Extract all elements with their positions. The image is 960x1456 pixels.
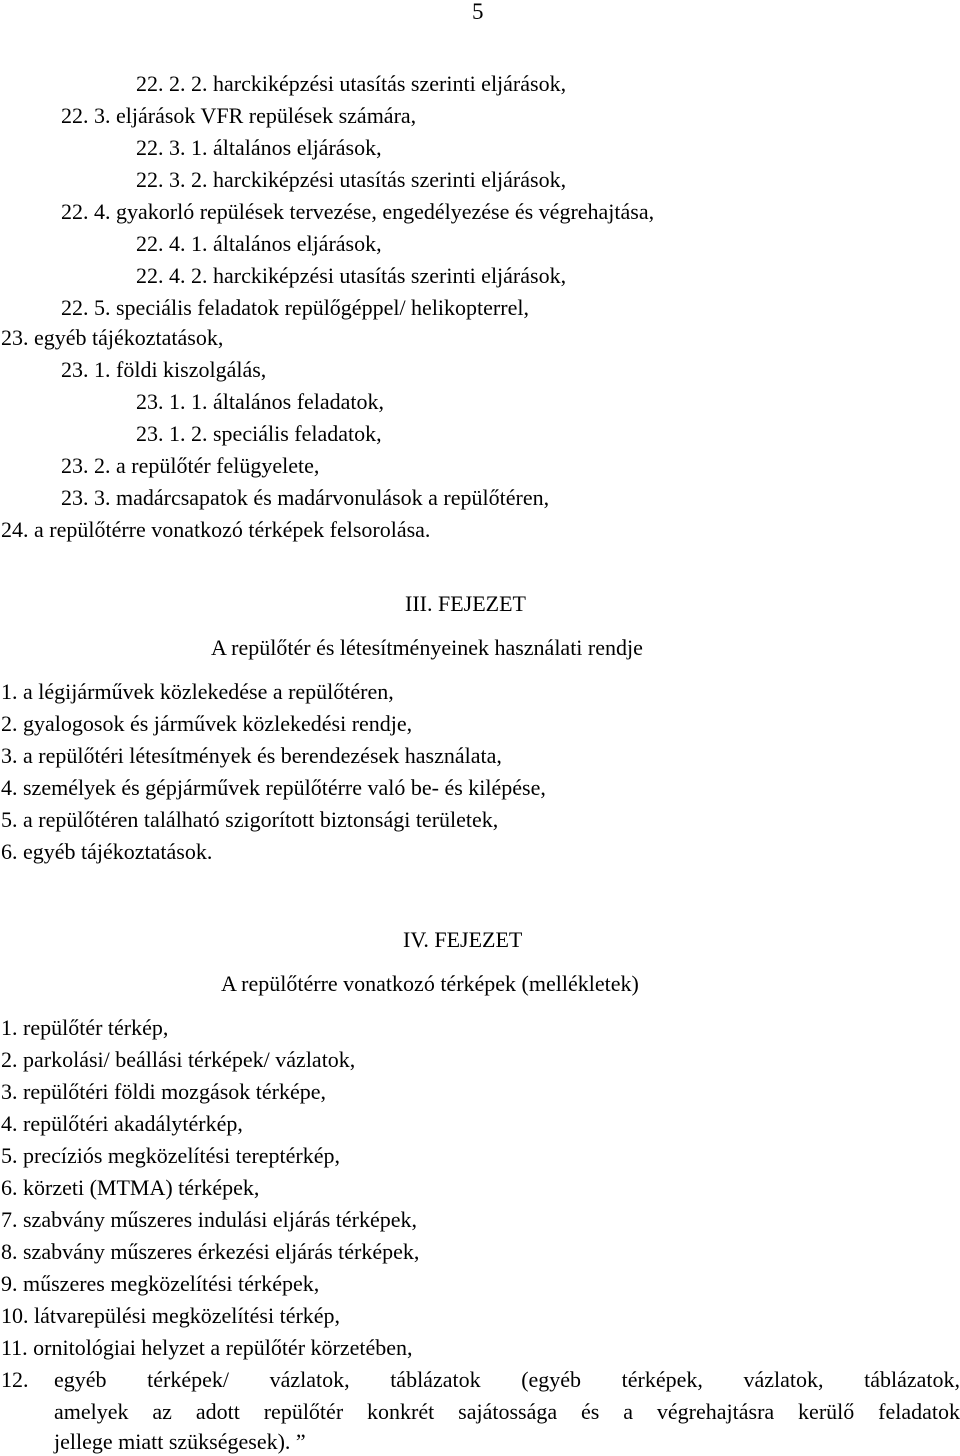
- list-item: 5. precíziós megközelítési tereptérkép,: [1, 1143, 341, 1168]
- list-item: 4. repülőtéri akadálytérkép,: [1, 1111, 243, 1136]
- list-item: 5. a repülőtéren található szigorított biztonsági területek,: [1, 807, 499, 832]
- list-item: 6. egyéb tájékoztatások.: [1, 839, 213, 864]
- list-item: 4. személyek és gépjárművek repülőtérre való be- és kilépése,: [1, 775, 546, 800]
- list-item: 1. a légijárművek közlekedése a repülőtéren,: [1, 679, 394, 704]
- list-item: 9. műszeres megközelítési térképek,: [1, 1271, 320, 1296]
- toc-line: 23. egyéb tájékoztatások,: [1, 325, 224, 350]
- list-item-number: 12.: [1, 1367, 29, 1392]
- toc-line: 22. 5. speciális feladatok repülőgéppel/ helikopterrel,: [61, 295, 529, 320]
- list-item-text-line: amelyek az adott repülőtér konkrét sajátossága és a végrehajtásra kerülő feladatok: [54, 1399, 960, 1424]
- toc-line: 22. 3. 1. általános eljárások,: [136, 135, 382, 160]
- toc-line: 23. 3. madárcsapatok és madárvonulások a repülőtéren,: [61, 485, 550, 510]
- toc-line: 22. 4. gyakorló repülések tervezése, engedélyezése és végrehajtása,: [61, 199, 655, 224]
- toc-line: 22. 2. 2. harckiképzési utasítás szerinti eljárások,: [136, 71, 567, 96]
- list-item-text-line: jellege miatt szükségesek). ”: [54, 1429, 306, 1454]
- list-item: 7. szabvány műszeres indulási eljárás térképek,: [1, 1207, 418, 1232]
- list-item-text-line: egyéb térképek/ vázlatok, táblázatok (egyéb térképek, vázlatok, táblázatok,: [54, 1367, 960, 1392]
- toc-line: 23. 1. 1. általános feladatok,: [136, 389, 385, 414]
- toc-line: 22. 4. 2. harckiképzési utasítás szerinti eljárások,: [136, 263, 567, 288]
- list-item: 3. repülőtéri földi mozgások térképe,: [1, 1079, 327, 1104]
- list-item: 10. látvarepülési megközelítési térkép,: [1, 1303, 341, 1328]
- toc-line: 23. 1. földi kiszolgálás,: [61, 357, 267, 382]
- toc-line: 23. 1. 2. speciális feladatok,: [136, 421, 382, 446]
- list-item: 8. szabvány műszeres érkezési eljárás térképek,: [1, 1239, 420, 1264]
- toc-line: 23. 2. a repülőtér felügyelete,: [61, 453, 320, 478]
- list-item: 11. ornitológiai helyzet a repülőtér körzetében,: [1, 1335, 413, 1360]
- toc-line: 22. 4. 1. általános eljárások,: [136, 231, 382, 256]
- list-item: 1. repülőtér térkép,: [1, 1015, 169, 1040]
- page-number: 5: [472, 0, 484, 24]
- chapter-heading: III. FEJEZET: [405, 591, 526, 616]
- list-item: 2. parkolási/ beállási térképek/ vázlatok,: [1, 1047, 356, 1072]
- chapter-heading: IV. FEJEZET: [403, 927, 523, 952]
- list-item: 3. a repülőtéri létesítmények és berendezések használata,: [1, 743, 502, 768]
- toc-line: 22. 3. eljárások VFR repülések számára,: [61, 103, 417, 128]
- chapter-title: A repülőtérre vonatkozó térképek (mellékletek): [221, 971, 639, 996]
- chapter-title: A repülőtér és létesítményeinek használati rendje: [211, 635, 643, 660]
- list-item: 2. gyalogosok és járművek közlekedési rendje,: [1, 711, 413, 736]
- toc-line: 24. a repülőtérre vonatkozó térképek felsorolása.: [1, 517, 431, 542]
- list-item: 6. körzeti (MTMA) térképek,: [1, 1175, 260, 1200]
- toc-line: 22. 3. 2. harckiképzési utasítás szerinti eljárások,: [136, 167, 567, 192]
